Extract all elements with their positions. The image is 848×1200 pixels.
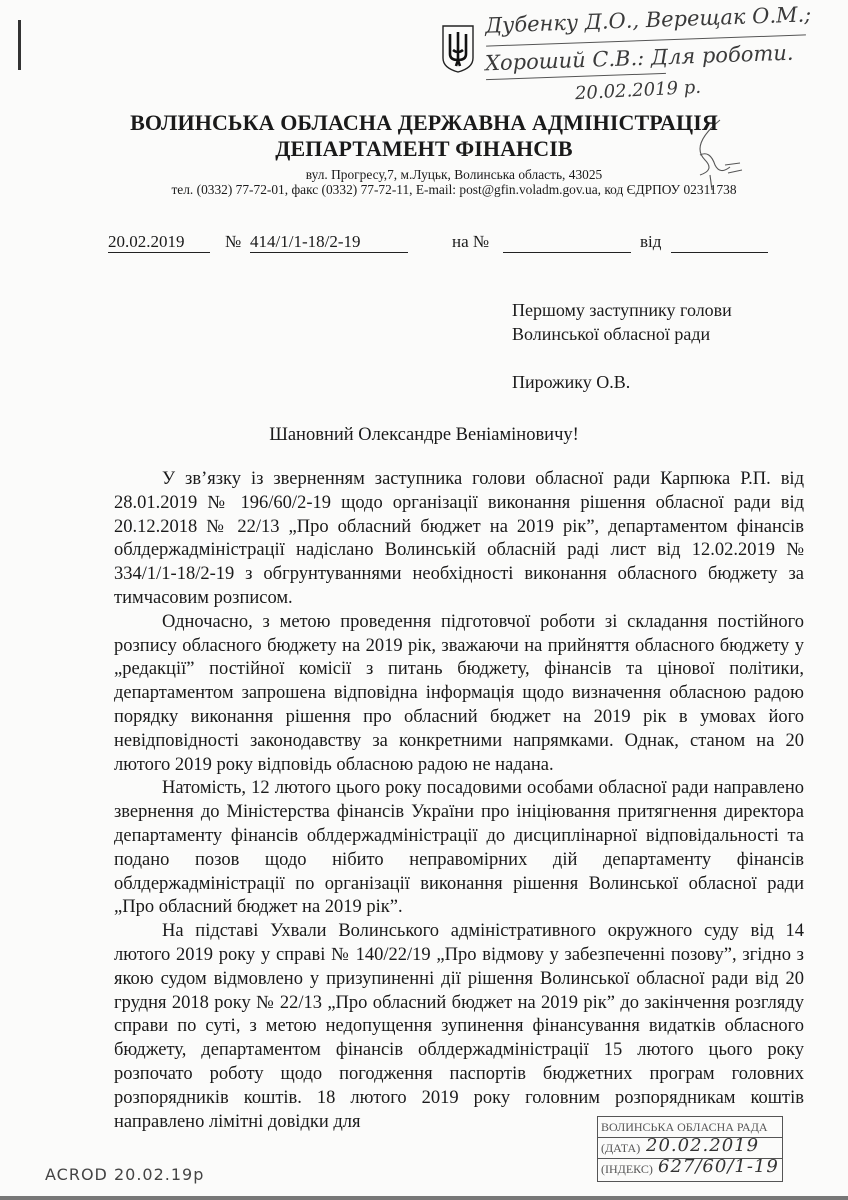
- from-date: [671, 232, 768, 253]
- addressee-line-1: Першому заступнику голови: [512, 300, 732, 320]
- handwritten-note: ACROD 20.02.19р: [45, 1165, 205, 1184]
- department-name: ДЕПАРТАМЕНТ ФІНАНСІВ: [275, 136, 573, 161]
- stamp-index-value: 627/60/1-19: [658, 1159, 779, 1177]
- coat-of-arms-icon: [441, 24, 475, 74]
- stamp-title: ВОЛИНСЬКА ОБЛАСНА РАДА: [598, 1117, 782, 1138]
- addressee-line-2: Волинської обласної ради: [512, 324, 711, 344]
- reply-to-label: на №: [452, 232, 490, 251]
- outgoing-date: 20.02.2019: [108, 232, 210, 253]
- resolution-date: 20.02.2019 р.: [574, 76, 702, 105]
- resolution-line-2: Хороший С.В.: Для роботи.: [484, 40, 794, 76]
- reply-to-number: [503, 232, 631, 253]
- paragraph: У зв’язку із зверненням заступника голови обласної ради Карпюка Р.П. від 28.01.2019 № 196/60/2-19 щодо організації виконання рішення обласної ради від 20.12.2018 № 22/13 „Про обласний бюджет на 2019 рік”, департаментом фінансів облдержадміністрації надіслано Волинській обласній раді лист від 12.02.2019 № 334/1/1-18/2-19 з обгрунтуваннями необхідності виконання обласного бюджету за тимчасовим розписом.: [114, 469, 804, 608]
- stamp-date-row: [598, 1138, 782, 1159]
- registration-row: [108, 232, 808, 256]
- margin-mark: [18, 20, 21, 70]
- number-label: №: [225, 232, 242, 251]
- page-edge: [0, 1196, 848, 1200]
- registration-stamp: [597, 1116, 783, 1182]
- contacts: тел. (0332) 77-72-01, факс (0332) 77-72-11, E-mail: post@gfin.voladm.gov.ua, код ЄДРПОУ 02311738: [171, 182, 737, 197]
- paragraph: Натомість, 12 лютого цього року посадовими особами обласної ради направлено звернення до Міністерства фінансів України про ініціювання притягнення директора департаменту фінансів облдержадміністрації до дисциплінарної відповідальності та подано позов щодо нібито неправомірних дій департаменту фінансів облдержадміністрації по організації виконання рішення Волинської обласної ради „Про обласний бюджет на 2019 рік”.: [114, 778, 804, 918]
- addressee-position: [512, 298, 732, 346]
- stamp-index-row: [598, 1159, 782, 1179]
- from-label: від: [640, 232, 662, 251]
- paragraph: На підставі Ухвали Волинського адміністративного окружного суду від 14 лютого 2019 року у справі № 140/22/19 „Про відмову у забезпеченні позову”, згідно з якою судом відмовлено у призупиненні дії рішення Волинської обласної ради від 20 грудня 2018 року № 22/13 „Про обласний бюджет на 2019 рік” до закінчення розгляду справи по суті, з метою недопущення зупинення фінансування видатків обласного бюджету, департаментом фінансів облдержадміністрації 15 лютого цього року розпочато роботу щодо погодження паспортів бюджетних програм головних розпорядників коштів. 18 лютого 2019 року головним розпорядникам коштів направлено лімітні довідки для: [114, 921, 804, 1132]
- salutation: Шановний Олександре Веніаміновичу!: [269, 425, 579, 445]
- stamp-date-label: (ДАТА): [601, 1141, 641, 1155]
- outgoing-number: 414/1/1-18/2-19: [250, 232, 408, 253]
- letter-body: [114, 468, 804, 1134]
- stamp-date-value: 20.02.2019: [646, 1138, 760, 1156]
- address: вул. Прогресу,7, м.Луцьк, Волинська область, 43025: [305, 167, 603, 182]
- organization-name: ВОЛИНСЬКА ОБЛАСНА ДЕРЖАВНА АДМІНІСТРАЦІЯ: [130, 110, 718, 135]
- stamp-index-label: (ІНДЕКС): [601, 1162, 653, 1176]
- resolution-line-1: Дубенку Д.О., Верещак О.М.;: [484, 2, 812, 38]
- paragraph: Одночасно, з метою проведення підготовчої роботи зі складання постійного розпису обласного бюджету на 2019 рік, зважаючи на прийняття обласного бюджету у „редакції” постійної комісії з питань бюджету, фінансів та цінової політики, департаментом запрошена відповідна інформація щодо визначення обласною радою порядку виконання рішення про обласний бюджет на 2019 рік в умовах його невідповідності законодавству за конкретними напрямками. Однак, станом на 20 лютого 2019 року відповідь обласною радою не надана.: [114, 611, 804, 775]
- addressee-name: Пирожику О.В.: [512, 372, 631, 392]
